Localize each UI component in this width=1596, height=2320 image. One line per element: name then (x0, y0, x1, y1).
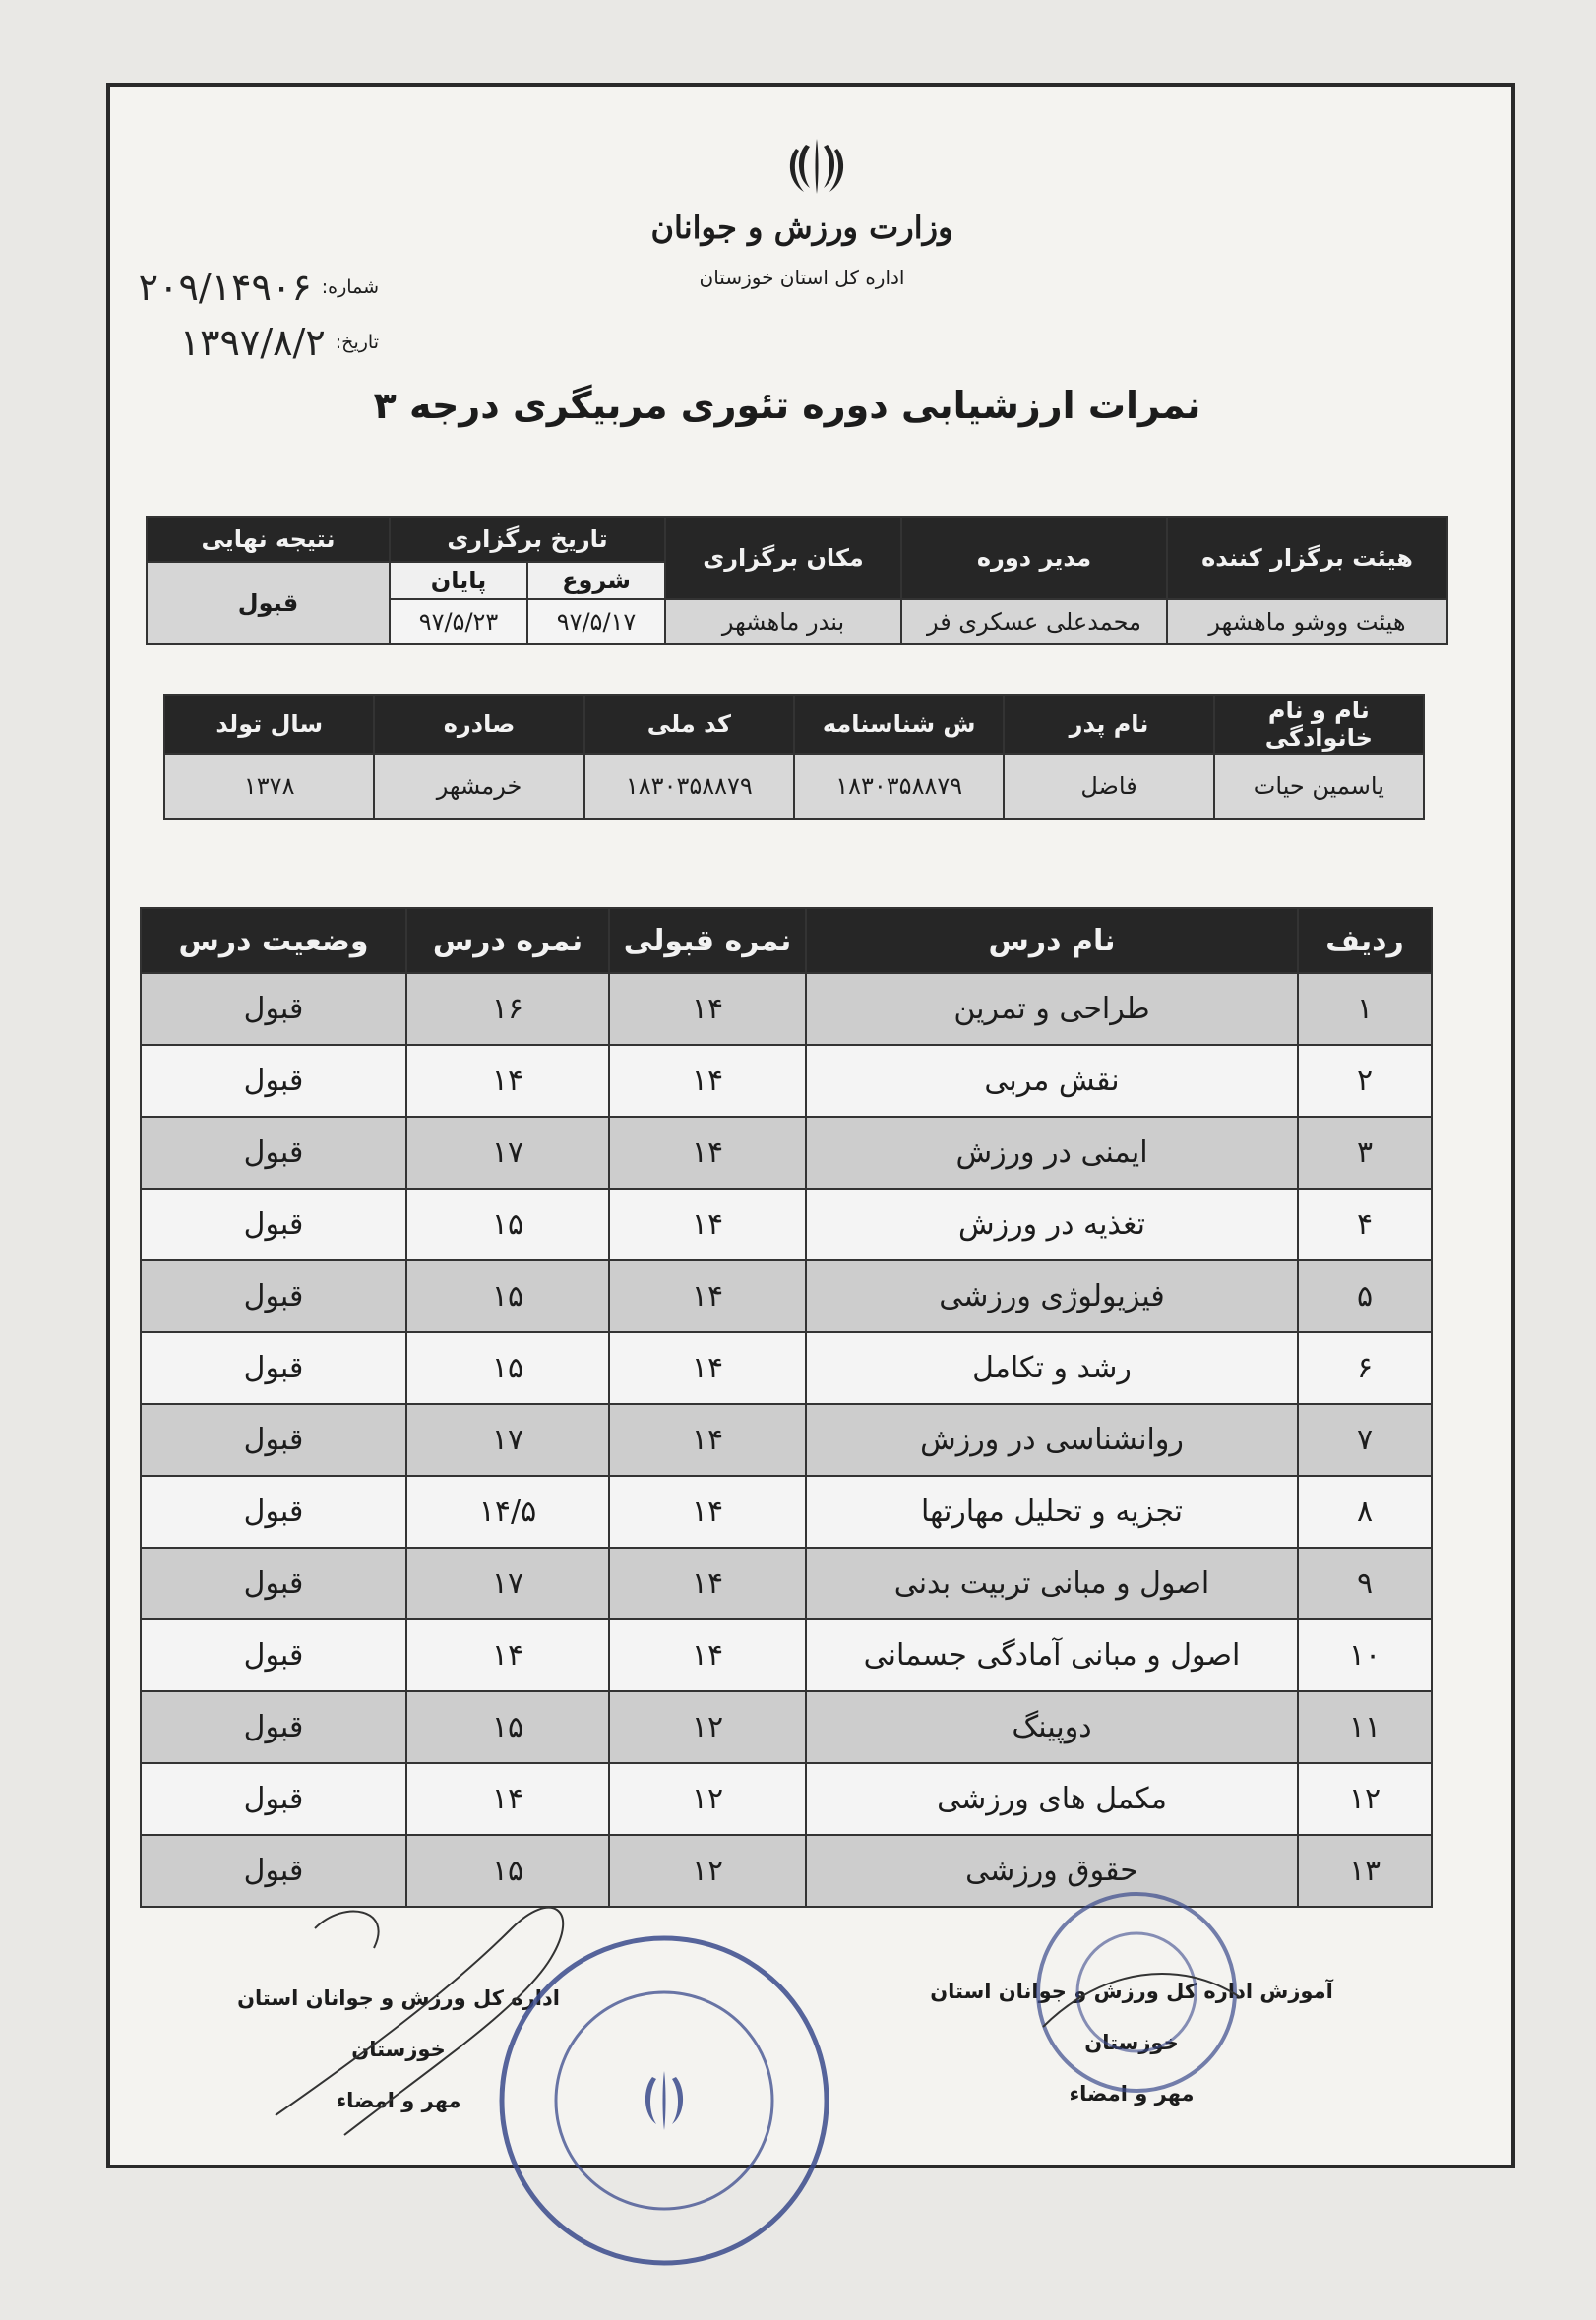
grades-header: ردیف (1298, 908, 1432, 973)
course-status: قبول (141, 973, 406, 1045)
father-name: فاضل (1004, 754, 1213, 819)
course-grade: ۱۵ (406, 1691, 609, 1763)
person-header: کد ملی (584, 695, 794, 754)
row-number: ۴ (1298, 1189, 1432, 1260)
start-header: شروع (527, 562, 665, 599)
passing-grade: ۱۴ (609, 1045, 806, 1117)
row-number: ۶ (1298, 1332, 1432, 1404)
document-title: نمرات ارزشیابی دوره تئوری مربیگری درجه ۳ (373, 384, 1201, 427)
person-header: نام و نام خانوادگی (1214, 695, 1424, 754)
full-name: یاسمین حیات (1214, 754, 1424, 819)
course-name: مکمل های ورزشی (806, 1763, 1298, 1835)
grade-row (141, 1117, 1432, 1189)
national-code: ۱۸۳۰۳۵۸۸۷۹ (584, 754, 794, 819)
course-status: قبول (141, 1691, 406, 1763)
row-number: ۱۱ (1298, 1691, 1432, 1763)
department-stamp-icon (1023, 1879, 1250, 2106)
bureau-name: اداره کل استان خوزستان (699, 266, 905, 289)
birth-year: ۱۳۷۸ (164, 754, 374, 819)
course-name: تجزیه و تحلیل مهارتها (806, 1476, 1298, 1548)
document-meta (93, 266, 379, 376)
course-name: تغذیه در ورزش (806, 1189, 1298, 1260)
row-number: ۸ (1298, 1476, 1432, 1548)
passing-grade: ۱۴ (609, 1189, 806, 1260)
grade-row (141, 1189, 1432, 1260)
course-status: قبول (141, 1045, 406, 1117)
end-header: پایان (390, 562, 527, 599)
grade-row (141, 1476, 1432, 1548)
row-number: ۱ (1298, 973, 1432, 1045)
grade-row (141, 1763, 1432, 1835)
official-stamp-icon (487, 1923, 841, 2278)
result-header: نتیجه نهایی (147, 517, 390, 562)
course-name: روانشناسی در ورزش (806, 1404, 1298, 1476)
course-grade: ۱۷ (406, 1404, 609, 1476)
passing-grade: ۱۴ (609, 1548, 806, 1619)
course-status: قبول (141, 1189, 406, 1260)
course-grade: ۱۵ (406, 1835, 609, 1907)
left-signature-sub: مهر و امضاء (336, 2089, 461, 2112)
course-name: ایمنی در ورزش (806, 1117, 1298, 1189)
person-info-table (163, 694, 1425, 820)
course-name: نقش مربی (806, 1045, 1298, 1117)
course-info-table (146, 516, 1448, 645)
passing-grade: ۱۴ (609, 1117, 806, 1189)
date-value: ۱۳۹۷/۸/۲ (179, 321, 326, 364)
course-name: حقوق ورزشی (806, 1835, 1298, 1907)
passing-grade: ۱۲ (609, 1691, 806, 1763)
grade-row (141, 1332, 1432, 1404)
row-number: ۳ (1298, 1117, 1432, 1189)
iran-emblem-icon (782, 133, 851, 202)
id-number: ۱۸۳۰۳۵۸۸۷۹ (794, 754, 1004, 819)
passing-grade: ۱۴ (609, 1619, 806, 1691)
dates-header: تاریخ برگزاری (390, 517, 665, 562)
person-header: نام پدر (1004, 695, 1213, 754)
grades-header: نمره درس (406, 908, 609, 973)
end-date: ۹۷/۵/۲۳ (390, 599, 527, 644)
passing-grade: ۱۴ (609, 1476, 806, 1548)
manager-header: مدیر دوره (901, 517, 1167, 599)
person-header: ش شناسنامه (794, 695, 1004, 754)
number-label: شماره: (321, 276, 379, 298)
course-grade: ۱۶ (406, 973, 609, 1045)
venue-header: مکان برگزاری (665, 517, 901, 599)
course-status: قبول (141, 1619, 406, 1691)
right-signature-title: آموزش اداره کل ورزش و جوانان استان خوزستان (930, 1980, 1333, 2054)
venue-value: بندر ماهشهر (665, 599, 901, 644)
row-number: ۷ (1298, 1404, 1432, 1476)
ministry-name: وزارت ورزش و جوانان (650, 209, 953, 246)
row-number: ۱۲ (1298, 1763, 1432, 1835)
grades-table (140, 907, 1433, 1908)
course-grade: ۱۷ (406, 1117, 609, 1189)
row-number: ۵ (1298, 1260, 1432, 1332)
course-name: دوپینگ (806, 1691, 1298, 1763)
start-date: ۹۷/۵/۱۷ (527, 599, 665, 644)
passing-grade: ۱۴ (609, 973, 806, 1045)
person-header: صادره (374, 695, 583, 754)
grades-header: نام درس (806, 908, 1298, 973)
course-name: اصول و مبانی آمادگی جسمانی (806, 1619, 1298, 1691)
person-header: سال تولد (164, 695, 374, 754)
course-status: قبول (141, 1476, 406, 1548)
row-number: ۱۰ (1298, 1619, 1432, 1691)
grades-header: نمره قبولی (609, 908, 806, 973)
grade-row (141, 1619, 1432, 1691)
grade-row (141, 1691, 1432, 1763)
course-status: قبول (141, 1260, 406, 1332)
grade-row (141, 1260, 1432, 1332)
course-grade: ۱۴ (406, 1045, 609, 1117)
grade-row (141, 1548, 1432, 1619)
course-grade: ۱۵ (406, 1189, 609, 1260)
grades-header: وضعیت درس (141, 908, 406, 973)
grade-row (141, 1404, 1432, 1476)
course-grade: ۱۵ (406, 1260, 609, 1332)
left-signature-title: اداره کل ورزش و جوانان استان خوزستان (237, 1986, 560, 2061)
number-value: ۲۰۹/۱۴۹۰۶ (138, 266, 312, 309)
row-number: ۲ (1298, 1045, 1432, 1117)
passing-grade: ۱۲ (609, 1763, 806, 1835)
course-name: رشد و تکامل (806, 1332, 1298, 1404)
right-signature-sub: مهر و امضاء (1069, 2082, 1195, 2106)
course-status: قبول (141, 1548, 406, 1619)
course-status: قبول (141, 1763, 406, 1835)
passing-grade: ۱۴ (609, 1260, 806, 1332)
course-name: طراحی و تمرین (806, 973, 1298, 1045)
passing-grade: ۱۴ (609, 1332, 806, 1404)
course-name: فیزیولوژی ورزشی (806, 1260, 1298, 1332)
course-status: قبول (141, 1332, 406, 1404)
course-status: قبول (141, 1404, 406, 1476)
date-label: تاریخ: (335, 332, 379, 353)
course-grade: ۱۴ (406, 1619, 609, 1691)
row-number: ۱۳ (1298, 1835, 1432, 1907)
grade-row (141, 1045, 1432, 1117)
course-status: قبول (141, 1117, 406, 1189)
grade-row (141, 973, 1432, 1045)
organizer-header: هیئت برگزار کننده (1167, 517, 1447, 599)
course-name: اصول و مبانی تربیت بدنی (806, 1548, 1298, 1619)
course-grade: ۱۷ (406, 1548, 609, 1619)
manager-value: محمدعلی عسکری فر (901, 599, 1167, 644)
course-grade: ۱۴ (406, 1763, 609, 1835)
issued-at: خرمشهر (374, 754, 583, 819)
final-result: قبول (147, 562, 390, 644)
organizer-value: هیئت ووشو ماهشهر (1167, 599, 1447, 644)
row-number: ۹ (1298, 1548, 1432, 1619)
passing-grade: ۱۲ (609, 1835, 806, 1907)
course-grade: ۱۵ (406, 1332, 609, 1404)
course-status: قبول (141, 1835, 406, 1907)
passing-grade: ۱۴ (609, 1404, 806, 1476)
course-grade: ۱۴/۵ (406, 1476, 609, 1548)
